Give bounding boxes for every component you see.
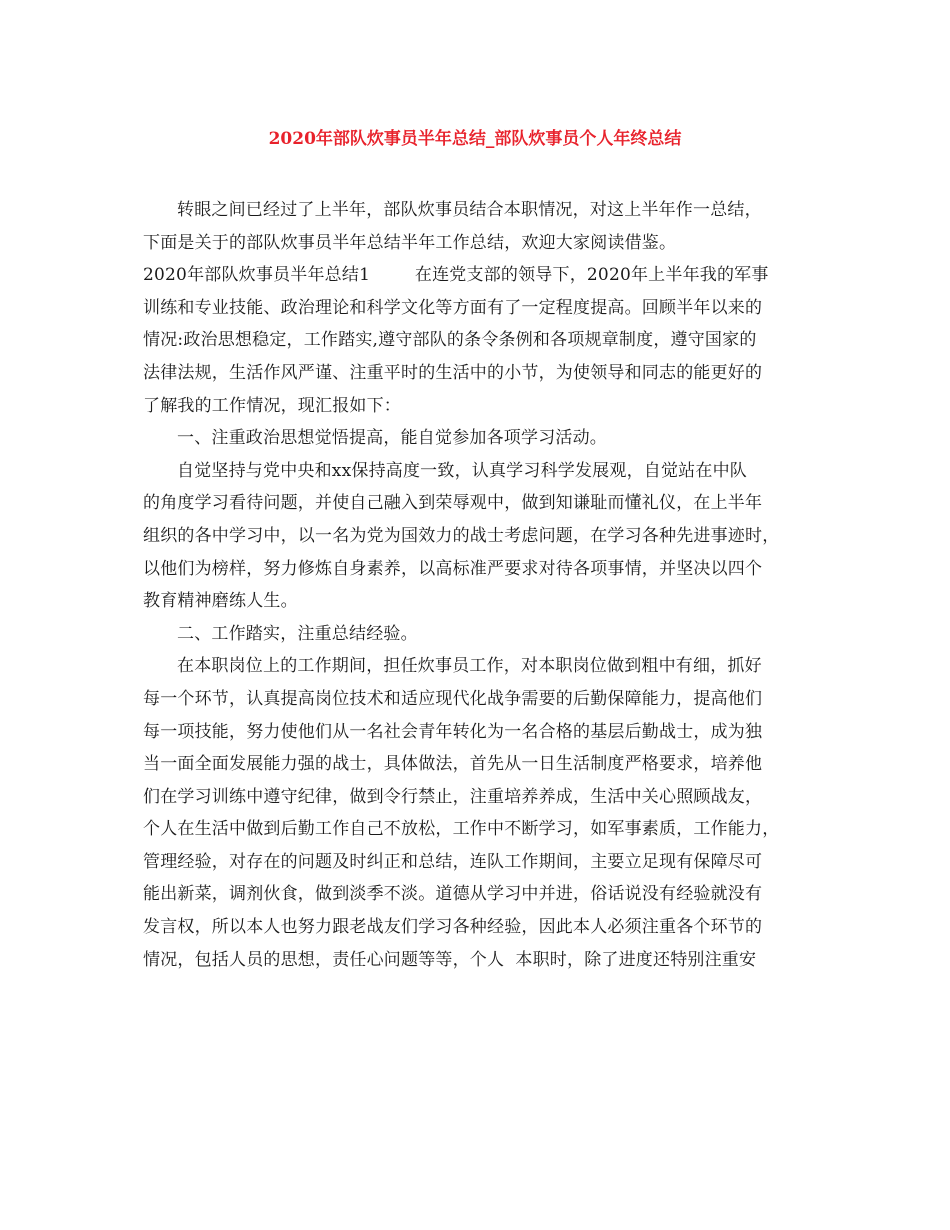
paragraph-line: 们在学习训练中遵守纪律，做到令行禁止，注重培养养成，生活中关心照顾战友， bbox=[143, 786, 763, 807]
paragraph-line: 的角度学习看待问题，并使自己融入到荣辱观中，做到知谦耻而懂礼仪，在上半年 bbox=[143, 493, 763, 514]
paragraph-line: 个人在生活中做到后勤工作自己不放松，工作中不断学习，如军事素质，工作能力， bbox=[143, 819, 780, 840]
section-heading: 一、注重政治思想觉悟提高，能自觉参加各项学习活动。 bbox=[177, 428, 607, 449]
paragraph-line: 能出新菜，调剂伙食，做到淡季不淡。道德从学习中并进，俗话说没有经验就没有 bbox=[143, 884, 763, 905]
paragraph-line: 每一个环节，认真提高岗位技术和适应现代化战争需要的后勤保障能力，提高他们 bbox=[143, 688, 763, 709]
document-title: 2020年部队炊事员半年总结_部队炊事员个人年终总结 bbox=[268, 129, 682, 149]
section-heading: 二、工作踏实，注重总结经验。 bbox=[177, 623, 418, 644]
paragraph-line: 当一面全面发展能力强的战士，具体做法，首先从一日生活制度严格要求，培养他 bbox=[143, 754, 763, 775]
paragraph-line: 2020年部队炊事员半年总结1 在连党支部的领导下，2020年上半年我的军事 bbox=[143, 265, 769, 286]
paragraph-line: 了解我的工作情况，现汇报如下： bbox=[143, 395, 401, 416]
paragraph-line: 情况，包括人员的思想，责任心问题等等，个人 本职时，除了进度还特别注重安 bbox=[143, 949, 757, 970]
document-body bbox=[143, 194, 823, 976]
paragraph-line: 自觉坚持与党中央和xx保持高度一致，认真学习科学发展观，自觉站在中队 bbox=[177, 460, 747, 481]
paragraph-line: 情况:政治思想稳定，工作踏实,遵守部队的条令条例和各项规章制度，遵守国家的 bbox=[143, 330, 757, 351]
paragraph-line: 管理经验，对存在的问题及时纠正和总结，连队工作期间，主要立足现有保障尽可 bbox=[143, 851, 763, 872]
paragraph-line: 转眼之间已经过了上半年，部队炊事员结合本职情况，对这上半年作一总结， bbox=[177, 200, 762, 220]
paragraph-line: 每一项技能，努力使他们从一名社会青年转化为一名合格的基层后勤战士，成为独 bbox=[143, 721, 763, 742]
paragraph-line: 组织的各中学习中，以一名为党为国效力的战士考虑问题，在学习各种先进事迹时， bbox=[143, 525, 780, 546]
paragraph-line: 训练和专业技能、政治理论和科学文化等方面有了一定程度提高。回顾半年以来的 bbox=[143, 297, 763, 318]
paragraph-line: 法律法规，生活作风严谨、注重平时的生活中的小节，为使领导和同志的能更好的 bbox=[143, 362, 763, 383]
paragraph-line: 在本职岗位上的工作期间，担任炊事员工作，对本职岗位做到粗中有细，抓好 bbox=[177, 656, 762, 677]
paragraph-line: 教育精神磨练人生。 bbox=[143, 591, 298, 612]
paragraph-line: 发言权，所以本人也努力跟老战友们学习各种经验，因此本人必须注重各个环节的 bbox=[143, 917, 763, 938]
paragraph-line: 下面是关于的部队炊事员半年总结半年工作总结，欢迎大家阅读借鉴。 bbox=[143, 232, 677, 253]
paragraph-line: 以他们为榜样，努力修炼自身素养，以高标准严要求对待各项事情，并坚决以四个 bbox=[143, 558, 763, 579]
